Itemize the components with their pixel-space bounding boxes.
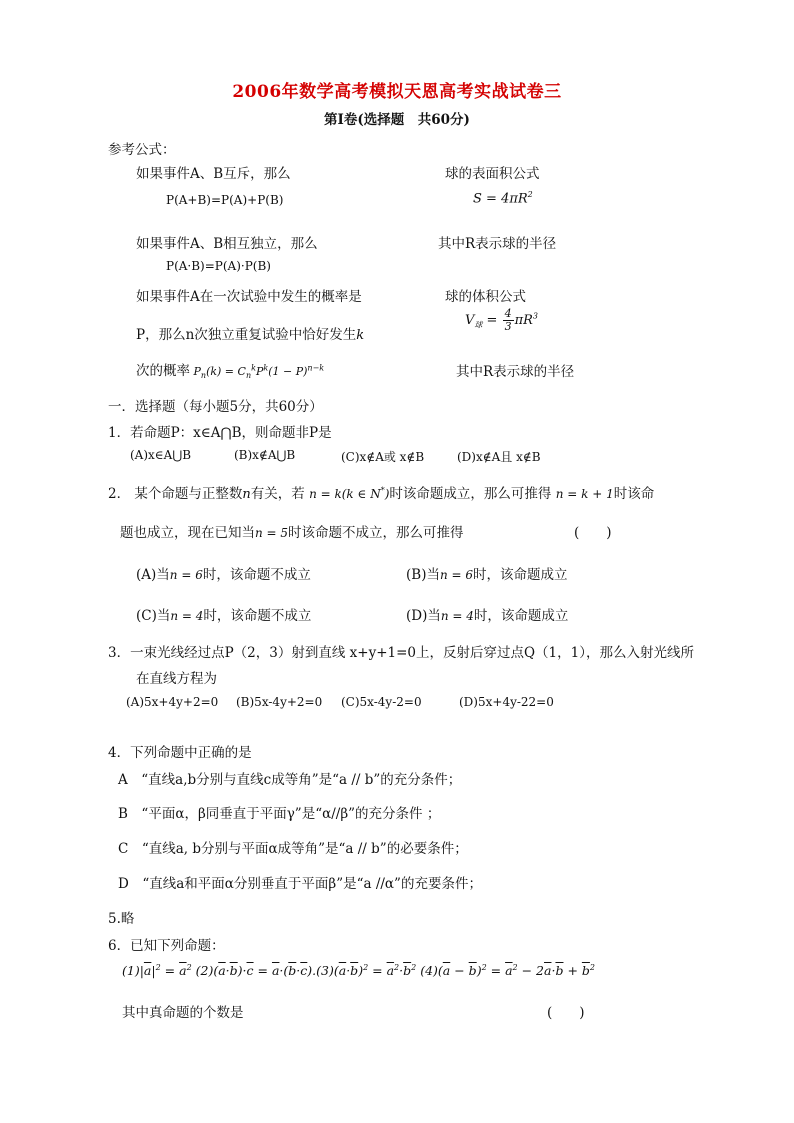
formula-text: 次的概率 $P_n(k) = C_n^kP^k(1 - P)^{n-k}$ bbox=[136, 363, 325, 381]
formula-text: P，那么n次独立重复试验中恰好发生k bbox=[136, 327, 365, 343]
question-3-stem: 3．一束光线经过点P（2，3）射到直线 x+y+1=0上，反射后穿过点Q（1，1），那么入射光线所 bbox=[108, 645, 694, 661]
formula-text: 球的表面积公式 bbox=[445, 166, 540, 182]
sphere-surface-formula: $S = 4\pi R^2$ bbox=[473, 190, 533, 207]
question-4-option: B “平面α，β同垂直于平面γ”是“α//β”的充分条件 ； bbox=[118, 806, 441, 822]
question-2-option: (C)当n = 4时，该命题不成立 bbox=[136, 608, 312, 624]
question-2-stem: 2． 某个命题与正整数n有关，若 n = k(k ∈ N*)时该命题成立，那么可推得 n = k + 1时该命 bbox=[108, 486, 655, 502]
question-2-option: (D)当n = 4时，该命题成立 bbox=[406, 608, 569, 624]
question-2-option: (A)当n = 6时，该命题不成立 bbox=[136, 567, 311, 583]
question-1-option: (A)x∈A⋃B bbox=[130, 448, 192, 462]
question-4-stem: 4．下列命题中正确的是 bbox=[108, 745, 252, 761]
question-1-option: (C)x∉A或 x∉B bbox=[341, 450, 425, 464]
answer-paren: ( ) bbox=[547, 1005, 585, 1021]
formula-text: 其中R表示球的半径 bbox=[456, 364, 575, 380]
formula-text: P(A·B)=P(A)·P(B) bbox=[166, 259, 271, 273]
section-heading: 一．选择题（每小题5分，共60分） bbox=[108, 399, 323, 415]
question-4-option: A “直线a,b分别与直线c成等角”是“a // b”的充分条件； bbox=[118, 772, 462, 788]
question-3-option: (C)5x-4y-2=0 bbox=[341, 695, 422, 709]
question-1-option: (B)x∉A⋃B bbox=[234, 448, 296, 462]
formula-text: 球的体积公式 bbox=[445, 289, 526, 305]
page-title: 2006年数学高考模拟天恩高考实战试卷三 bbox=[232, 82, 562, 102]
question-3-stem-line2: 在直线方程为 bbox=[136, 671, 217, 687]
question-4-option: C “直线a, b分别与平面α成等角”是“a // b”的必要条件； bbox=[118, 841, 468, 857]
formulas-label: 参考公式： bbox=[108, 142, 176, 158]
question-4-option: D “直线a和平面α分别垂直于平面β”是“a //α”的充要条件； bbox=[118, 876, 482, 892]
question-2-stem-line2: 题也成立，现在已知当n = 5时该命题不成立，那么可推得 bbox=[120, 525, 464, 541]
formula-text: 如果事件A在一次试验中发生的概率是 bbox=[136, 289, 362, 305]
question-3-option: (D)5x+4y-22=0 bbox=[459, 695, 554, 709]
question-2-option: (B)当n = 6时，该命题成立 bbox=[406, 567, 568, 583]
formula-text: 如果事件A、B相互独立，那么 bbox=[136, 236, 318, 252]
question-6-stem: 6．已知下列命题： bbox=[108, 938, 225, 954]
paper-subtitle: 第Ⅰ卷(选择题 共60分) bbox=[324, 112, 470, 128]
question-3-option: (B)5x-4y+2=0 bbox=[236, 695, 323, 709]
question-1-option: (D)x∉A且 x∉B bbox=[457, 450, 541, 464]
formula-text: 其中R表示球的半径 bbox=[438, 236, 557, 252]
question-1-stem: 1．若命题P：x∈A⋂B，则命题非P是 bbox=[108, 425, 332, 441]
formula-text: P(A+B)=P(A)+P(B) bbox=[166, 193, 284, 207]
question-6-tail: 其中真命题的个数是 bbox=[122, 1005, 244, 1021]
question-5-stem: 5.略 bbox=[108, 911, 135, 927]
sphere-volume-formula: $V_球$ = $\frac{4}{3}$ $\pi R^3$ bbox=[465, 307, 538, 333]
answer-paren: ( ) bbox=[574, 525, 612, 541]
formula-text: 如果事件A、B互斥，那么 bbox=[136, 166, 291, 182]
question-3-option: (A)5x+4y+2=0 bbox=[126, 695, 219, 709]
question-6-propositions: $(1)|\overline{a}|^2 = \overline{a}^2$ $(2)(\overline{a}\cdot\overline{b})\cdot\overline{c} = \overline{a}\cdot(\overline{b}\cdot\overline{c}).(3)(\overline{a}\cdot\overline{b})^2 = \overline{a}^2\cdot\overline{b}^2$ $(4)(\overline{a} - \overline{b})^2 = \overline{a}^2 - 2\overline{a}\cdot\overline{b} + \overline{b}^2$ bbox=[122, 963, 595, 979]
